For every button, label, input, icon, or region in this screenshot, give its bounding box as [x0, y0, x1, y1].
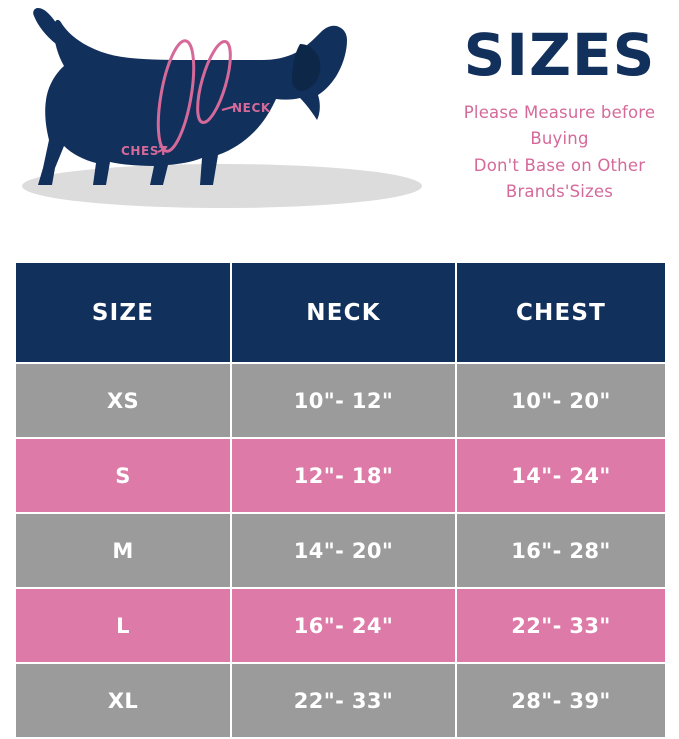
cell-neck: 14"- 20"	[231, 513, 456, 588]
column-header-chest: CHEST	[456, 262, 666, 363]
page-title: SIZES	[463, 21, 656, 89]
table-header-row	[15, 262, 666, 363]
column-header-size: SIZE	[15, 262, 231, 363]
cell-chest: 16"- 28"	[456, 513, 666, 588]
cell-chest: 22"- 33"	[456, 588, 666, 663]
cell-size: M	[15, 513, 231, 588]
header-section	[0, 0, 679, 258]
title-block	[440, 0, 679, 258]
cell-size: L	[15, 588, 231, 663]
subtitle-line-2: Don't Base on Other Brands'Sizes	[473, 156, 646, 201]
table-body	[15, 363, 666, 738]
cell-size: XS	[15, 363, 231, 438]
chest-label: CHEST	[121, 144, 168, 158]
cell-chest: 14"- 24"	[456, 438, 666, 513]
table-row	[15, 663, 666, 738]
table-row	[15, 363, 666, 438]
neck-label: NECK	[232, 101, 271, 115]
cell-chest: 28"- 39"	[456, 663, 666, 738]
cell-chest: 10"- 20"	[456, 363, 666, 438]
dog-illustration	[0, 0, 440, 258]
column-header-neck: NECK	[231, 262, 456, 363]
subtitle-line-1: Please Measure before Buying	[463, 103, 656, 148]
size-table-wrapper	[14, 261, 665, 739]
table-row	[15, 438, 666, 513]
table-row	[15, 588, 666, 663]
cell-neck: 12"- 18"	[231, 438, 456, 513]
cell-neck: 22"- 33"	[231, 663, 456, 738]
size-table	[14, 261, 667, 739]
table-row	[15, 513, 666, 588]
cell-size: XL	[15, 663, 231, 738]
cell-neck: 10"- 12"	[231, 363, 456, 438]
cell-neck: 16"- 24"	[231, 588, 456, 663]
cell-size: S	[15, 438, 231, 513]
